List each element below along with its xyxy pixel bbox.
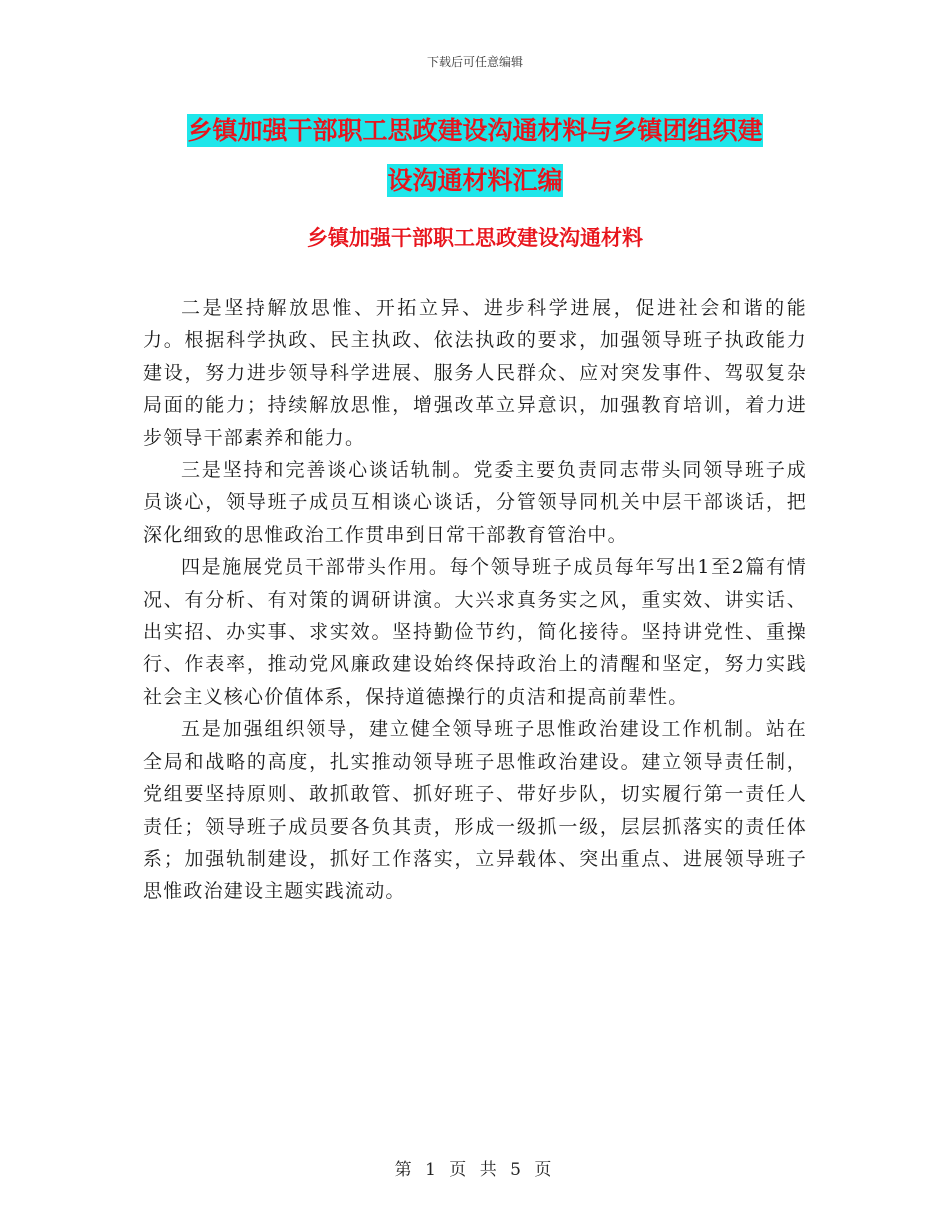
paragraph-5: 五是加强组织领导，建立健全领导班子思惟政治建设工作机制。站在全局和战略的高度，扎实推动领导班子思惟政治建设。建立领导责任制，党组要坚持原则、敢抓敢管、抓好班子、带好步队，切实履行第一责任人责任；领导班子成员要各负其责，形成一级抓一级，层层抓落实的责任体系；加强轨制建设，抓好工作落实，立异载体、突出重点、进展领导班子思惟政治建设主题实践流动。 bbox=[143, 718, 807, 903]
document-title-line-2: 设沟通材料汇编 bbox=[387, 166, 563, 195]
section-title: 乡镇加强干部职工思政建设沟通材料 bbox=[307, 226, 643, 250]
paragraph-2: 二是坚持解放思惟、开拓立异、进步科学进展，促进社会和谐的能力。根据科学执政、民主执政、依法执政的要求，加强领导班子执政能力建设，努力进步领导科学进展、服务人民群众、应对突发事件、驾驭复杂局面的能力；持续解放思惟，增强改革立异意识，加强教育培训，着力进步领导干部素养和能力。 bbox=[143, 297, 807, 449]
paragraph-4: 四是施展党员干部带头作用。每个领导班子成员每年写出1至2篇有情况、有分析、有对策的调研讲演。大兴求真务实之风，重实效、讲实话、出实招、办实事、求实效。坚持勤俭节约，简化接待。坚持讲党性、重操行、作表率，推动党风廉政建设始终保持政治上的清醒和坚定，努力实践社会主义核心价值体系，保持道德操行的贞洁和提高前辈性。 bbox=[143, 556, 807, 708]
document-body bbox=[143, 292, 807, 908]
paragraph-3: 三是坚持和完善谈心谈话轨制。党委主要负责同志带头同领导班子成员谈心，领导班子成员互相谈心谈话，分管领导同机关中层干部谈话，把深化细致的思惟政治工作贯串到日常干部教育管治中。 bbox=[143, 459, 807, 546]
document-title-line-1: 乡镇加强干部职工思政建设沟通材料与乡镇团组织建 bbox=[187, 116, 763, 145]
document-title bbox=[140, 106, 810, 206]
page-number: 第 1 页 共 5 页 bbox=[394, 1160, 556, 1180]
header-note: 下载后可任意编辑 bbox=[426, 55, 523, 69]
